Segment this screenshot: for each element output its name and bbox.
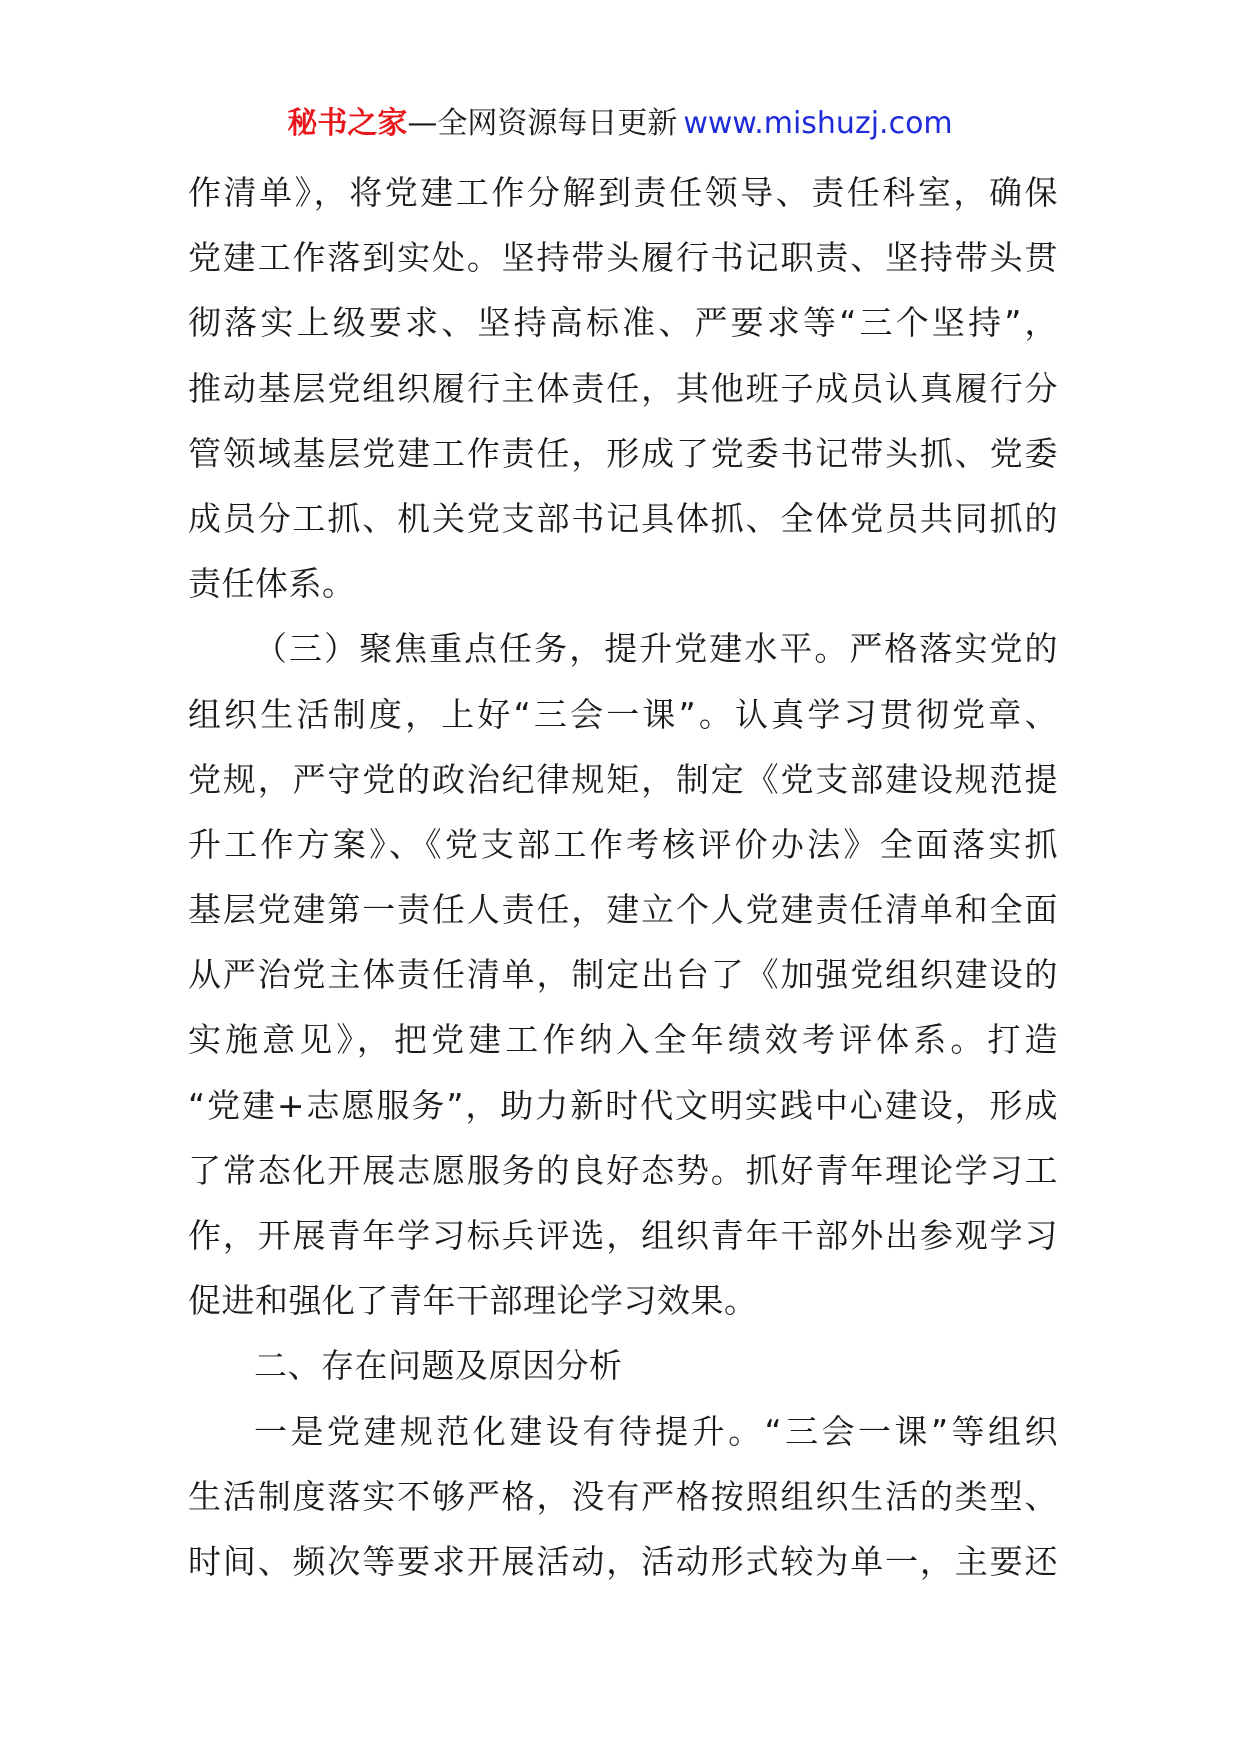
document-line: 升工作方案》、《党支部工作考核评价办法》全面落实抓 — [188, 824, 1058, 864]
document-line: 了常态化开展志愿服务的良好态势。抓好青年理论学习工 — [188, 1150, 1058, 1190]
document-line: 生活制度落实不够严格，没有严格按照组织生活的类型、 — [188, 1476, 1058, 1516]
document-line: 彻落实上级要求、坚持高标准、严要求等“三个坚持”， — [188, 303, 1058, 343]
document-line: 二、存在问题及原因分析 — [254, 1346, 623, 1386]
document-line: 党规，严守党的政治纪律规矩，制定《党支部建设规范提 — [188, 759, 1058, 799]
document-line: 实施意见》，把党建工作纳入全年绩效考评体系。打造 — [188, 1020, 1058, 1060]
document-line: 党建工作落到实处。坚持带头履行书记职责、坚持带头贯 — [188, 238, 1058, 278]
document-line: 作清单》，将党建工作分解到责任领导、责任科室，确保 — [188, 173, 1058, 212]
document-line: （三）聚焦重点任务，提升党建水平。严格落实党的 — [254, 629, 1058, 669]
document-line: 作，开展青年学习标兵评选，组织青年干部外出参观学习 — [188, 1216, 1058, 1255]
document-line: 时间、频次等要求开展活动，活动形式较为单一，主要还 — [188, 1541, 1058, 1581]
document-line: 成员分工抓、机关党支部书记具体抓、全体党员共同抓的 — [188, 498, 1058, 538]
document-line: 责任体系。 — [188, 564, 356, 604]
document-line: 一是党建规范化建设有待提升。“三会一课”等组织 — [254, 1411, 1058, 1451]
document-line: 基层党建第一责任人责任，建立个人党建责任清单和全面 — [188, 890, 1058, 930]
document-line: “党建+志愿服务”，助力新时代文明实践中心建设，形成 — [188, 1085, 1058, 1125]
document-body — [188, 160, 1058, 1594]
site-brand: 秘书之家 — [287, 106, 408, 141]
document-line: 从严治党主体责任清单，制定出台了《加强党组织建设的 — [188, 955, 1058, 995]
document-line: 管领域基层党建工作责任，形成了党委书记带头抓、党委 — [188, 433, 1058, 473]
document-line: 组织生活制度，上好“三会一课”。认真学习贯彻党章、 — [188, 694, 1058, 734]
site-header — [0, 100, 1240, 148]
site-tagline: —全网资源每日更新 — [407, 106, 678, 141]
site-url-link[interactable]: www.mishuzj.com — [683, 106, 953, 141]
document-line: 推动基层党组织履行主体责任，其他班子成员认真履行分 — [188, 368, 1058, 408]
document-line: 促进和强化了青年干部理论学习效果。 — [188, 1281, 758, 1321]
